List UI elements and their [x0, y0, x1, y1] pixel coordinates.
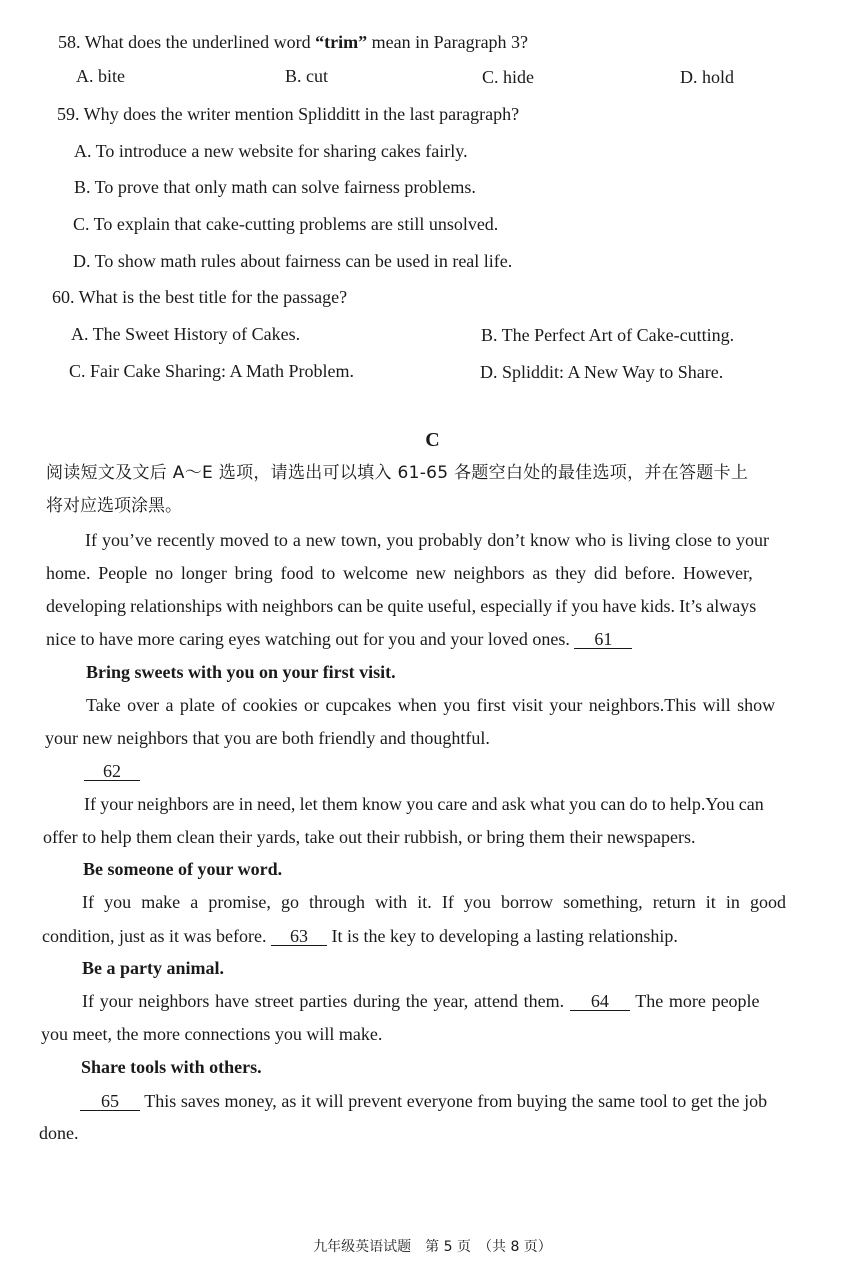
section-c-instruction-line2: 将对应选项涂黑。: [46, 496, 182, 516]
q59-option-d: D. To show math rules about fairness can be used in real life.: [73, 251, 513, 271]
section-c-heading: C: [425, 429, 440, 451]
para4-line1: If you make a promise, go through with it. If you borrow something, return it in good: [82, 892, 786, 912]
para1-line4: [46, 628, 632, 650]
q60-stem: 60. What is the best title for the passage?: [52, 287, 348, 307]
para5-line1: [82, 990, 760, 1012]
para5-line1-pre: If your neighbors have street parties during the year, attend them.: [82, 991, 565, 1011]
heading-party-animal: Be a party animal.: [82, 958, 224, 978]
para3-line1: If your neighbors are in need, let them know you care and ask what you can do to help.You can: [84, 794, 764, 814]
heading-share-tools: Share tools with others.: [81, 1057, 262, 1077]
para3-line2: offer to help them clean their yards, take out their rubbish, or bring them their newspapers.: [43, 827, 696, 847]
blank-65[interactable]: 65: [80, 1092, 140, 1111]
para2-line2: your new neighbors that you are both friendly and thoughtful.: [45, 728, 490, 748]
para4-line2-pre: condition, just as it was before.: [42, 926, 267, 946]
q58-keyword: “trim”: [315, 32, 368, 52]
q58-number: 58.: [58, 32, 81, 52]
para4-line2-post: It is the key to developing a lasting relationship.: [331, 926, 678, 946]
q59-option-b: B. To prove that only math can solve fairness problems.: [74, 177, 476, 197]
para1-line1: If you’ve recently moved to a new town, you probably don’t know who is living close to your: [85, 530, 770, 550]
blank-61[interactable]: 61: [574, 630, 632, 649]
q58-option-c: C. hide: [482, 67, 534, 87]
q58-option-b: B. cut: [285, 66, 328, 86]
section-c-instruction-line1: 阅读短文及文后 A～E 选项，请选出可以填入 61-65 各题空白处的最佳选项，并在答题卡上: [46, 463, 749, 483]
q59-stem: 59. Why does the writer mention Splidditt in the last paragraph?: [57, 104, 520, 124]
para4-line2: [42, 925, 678, 947]
q60-option-a: A. The Sweet History of Cakes.: [71, 324, 301, 344]
q60-option-b: B. The Perfect Art of Cake-cutting.: [481, 325, 735, 345]
para6-line1: [80, 1090, 767, 1112]
para2-line1: Take over a plate of cookies or cupcakes when you first visit your neighbors.This will show: [86, 695, 776, 715]
para1-line2: home. People no longer bring food to welcome new neighbors as they did before. However,: [46, 563, 753, 583]
q60-option-c: C. Fair Cake Sharing: A Math Problem.: [69, 361, 354, 381]
q58-option-d: D. hold: [680, 67, 734, 87]
blank-62[interactable]: 62: [84, 762, 140, 781]
q59-option-a: A. To introduce a new website for sharing cakes fairly.: [74, 141, 468, 161]
page-footer: 九年级英语试题 第 5 页 （共 8 页）: [313, 1239, 552, 1255]
q58-stem: [58, 31, 528, 53]
para1-line4-text: nice to have more caring eyes watching out for you and your loved ones.: [46, 629, 570, 649]
para1-line3: developing relationships with neighbors can be quite useful, especially if you have kids. It’s always: [46, 596, 757, 616]
heading-be-someone: Be someone of your word.: [83, 859, 283, 879]
para5-line2: you meet, the more connections you will make.: [41, 1024, 383, 1044]
blank-64[interactable]: 64: [570, 992, 630, 1011]
q59-option-c: C. To explain that cake-cutting problems are still unsolved.: [73, 214, 499, 234]
q58-option-a: A. bite: [76, 66, 125, 86]
heading-bring-sweets: Bring sweets with you on your first visit.: [86, 662, 396, 682]
q58-stem-post: mean in Paragraph 3?: [367, 32, 529, 52]
blank-63[interactable]: 63: [271, 927, 327, 946]
blank-62-line: [84, 760, 140, 782]
q60-option-d: D. Spliddit: A New Way to Share.: [480, 362, 724, 382]
para5-line1-post: The more people: [635, 991, 760, 1011]
para6-line2: done.: [39, 1123, 79, 1143]
para6-line1-post: This saves money, as it will prevent everyone from buying the same tool to get the job: [144, 1091, 768, 1111]
q58-stem-pre: What does the underlined word: [84, 32, 316, 52]
